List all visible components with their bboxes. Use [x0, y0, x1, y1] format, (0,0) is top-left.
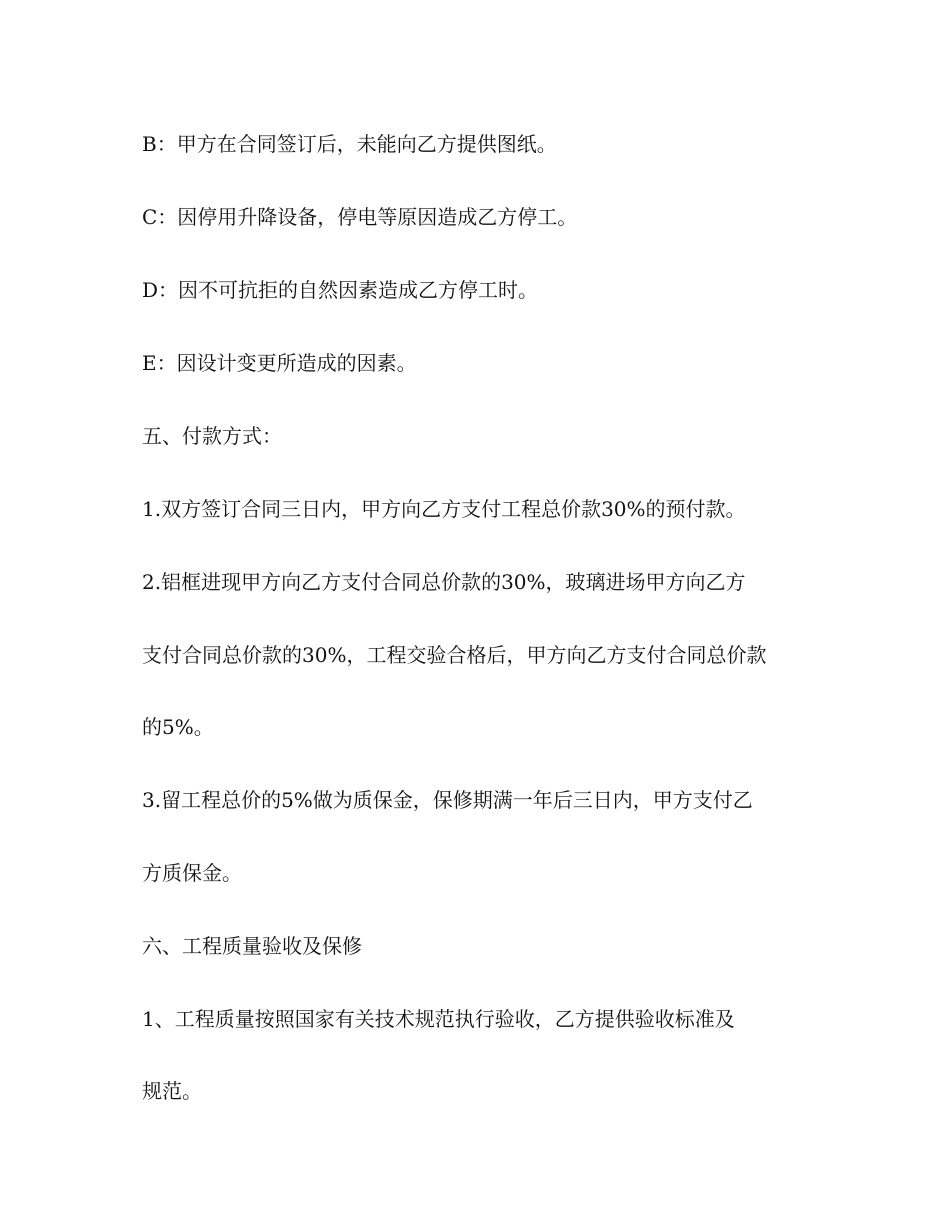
- section-heading: 五、付款方式：: [142, 424, 282, 448]
- text-line: 方质保金。: [142, 861, 242, 885]
- text-line: 1、工程质量按照国家有关技术规范执行验收，乙方提供验收标准及: [142, 1007, 735, 1031]
- section-heading: 六、工程质量验收及保修: [142, 934, 362, 958]
- text-line: 1.双方签订合同三日内，甲方向乙方支付工程总价款30%的预付款。: [142, 497, 746, 521]
- text-line: D：因不可抗拒的自然因素造成乙方停工时。: [142, 278, 539, 302]
- text-line: C：因停用升降设备，停电等原因造成乙方停工。: [142, 205, 578, 229]
- text-line: B：甲方在合同签订后，未能向乙方提供图纸。: [142, 132, 557, 156]
- text-line: E：因设计变更所造成的因素。: [142, 351, 417, 375]
- text-line: 的5%。: [142, 715, 214, 739]
- text-line: 3.留工程总价的5%做为质保金，保修期满一年后三日内，甲方支付乙: [142, 788, 753, 812]
- text-line: 规范。: [142, 1079, 202, 1103]
- text-line: 支付合同总价款的30%，工程交验合格后，甲方向乙方支付合同总价款: [142, 643, 767, 667]
- text-line: 2.铝框进现甲方向乙方支付合同总价款的30%，玻璃进场甲方向乙方: [142, 570, 746, 594]
